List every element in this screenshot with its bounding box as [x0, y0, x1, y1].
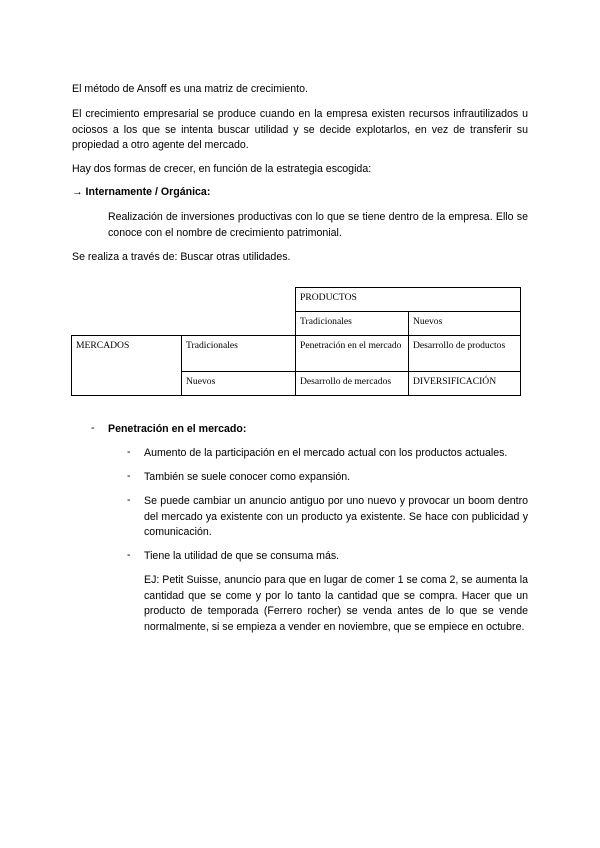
col-tradicionales: Tradicionales [296, 312, 409, 336]
bullet-dash: - [127, 549, 131, 561]
list-item: Aumento de la participación en el mercado actual con los productos actuales. [144, 447, 508, 459]
arrow-right-icon: → [72, 186, 83, 198]
empty-cell [182, 288, 296, 312]
row-tradicionales: Tradicionales [182, 336, 296, 372]
growth-types-intro: Hay dos formas de crecer, en función de la estrategia escogida: [72, 163, 372, 175]
section-heading-organic [72, 185, 528, 201]
list-item: Tiene la utilidad de que se consuma más. [144, 550, 340, 562]
ansoff-matrix-table [71, 287, 521, 396]
intro-line: El método de Ansoff es una matriz de crecimiento. [72, 83, 308, 95]
productos-header: PRODUCTOS [296, 288, 521, 312]
bullet-dash: - [127, 494, 131, 506]
empty-cell [72, 288, 182, 312]
cell-diversificacion: DIVERSIFICACIÓN [409, 372, 521, 396]
cell-desarrollo-productos: Desarrollo de productos [409, 336, 521, 372]
list-item: Se puede cambiar un anuncio antiguo por uno nuevo y provocar un boom dentro del mercado ya existente con un producto ya existente. Se hace con publicidad y comunicación. [144, 495, 528, 539]
penetracion-heading: Penetración en el mercado: [108, 423, 247, 435]
list-item: También se suele conocer como expansión. [144, 471, 351, 483]
empty-cell [72, 312, 182, 336]
realiza-line: Se realiza a través de: Buscar otras utilidades. [72, 251, 291, 263]
bullet-dash: - [91, 422, 95, 434]
row-nuevos: Nuevos [182, 372, 296, 396]
example-paragraph: EJ: Petit Suisse, anuncio para que en lugar de comer 1 se coma 2, se aumenta la cantidad que se come y por lo tanto la cantidad que se compra. Hacer que un producto de temporada (Ferrero rocher) se venda antes de lo que se vende normalmente, si se empieza a vender en noviembre, que se empiece en octubre. [144, 574, 528, 633]
mercados-header: MERCADOS [72, 336, 182, 396]
organic-description: Realización de inversiones productivas con lo que se tiene dentro de la empresa. Ello se conoce con el nombre de crecimiento patrimonial. [108, 211, 528, 239]
col-nuevos: Nuevos [409, 312, 521, 336]
empty-cell [182, 312, 296, 336]
intro-paragraph: El crecimiento empresarial se produce cuando en la empresa existen recursos infrautilizados u ociosos a los que se intenta buscar utilidad y se decide explotarlos, en vez de transferir su propiedad a otro agente del mercado. [72, 108, 528, 152]
bullet-dash: - [127, 470, 131, 482]
cell-penetracion: Penetración en el mercado [296, 336, 409, 372]
cell-desarrollo-mercados: Desarrollo de mercados [296, 372, 409, 396]
bullet-dash: - [127, 446, 131, 458]
section-heading-text: Internamente / Orgánica: [85, 186, 211, 198]
